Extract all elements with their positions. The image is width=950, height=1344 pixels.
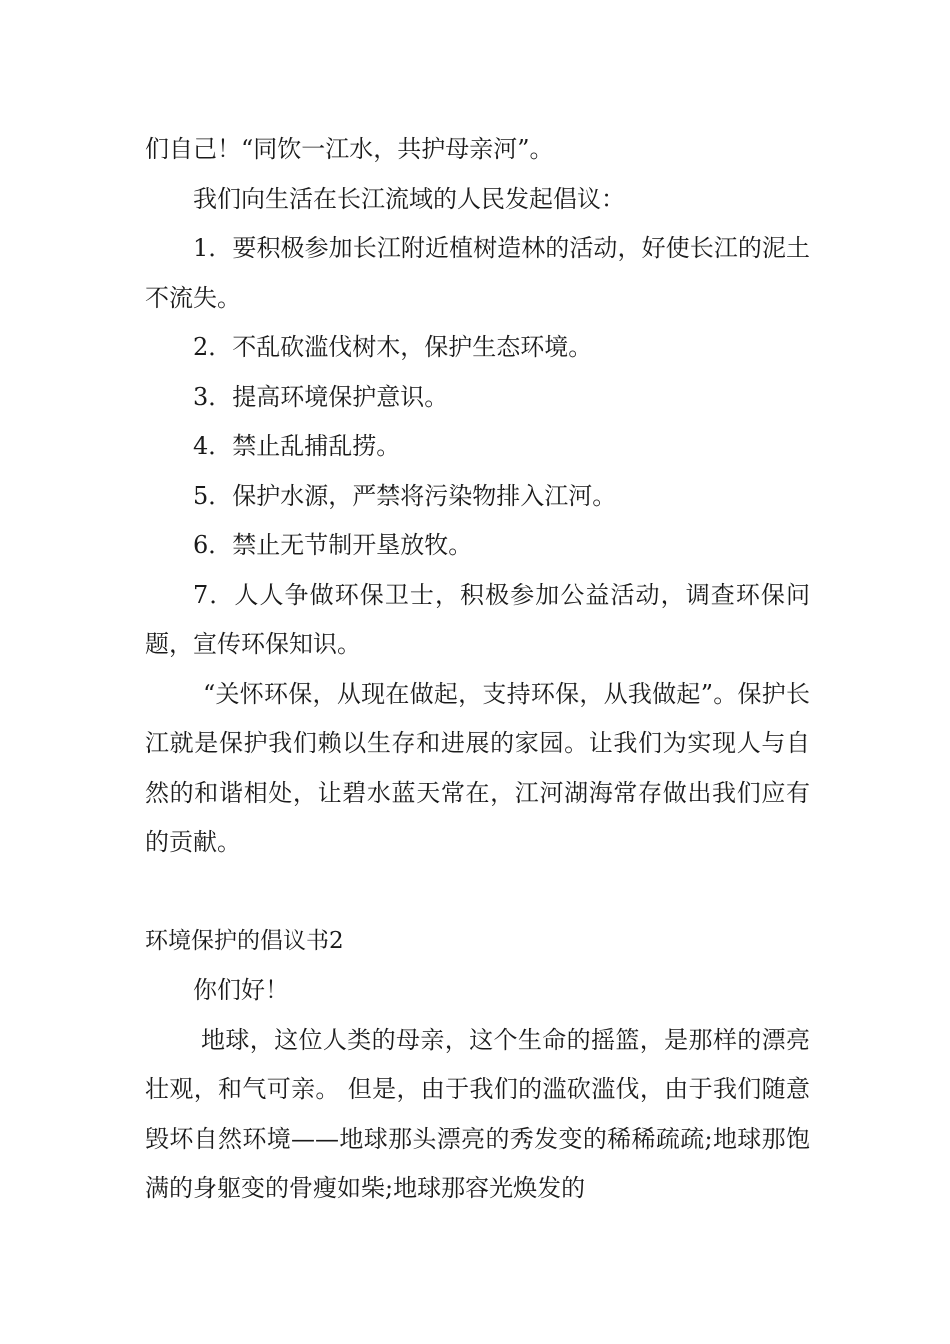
- continuation-paragraph: 们自己！“同饮一江水，共护母亲河”。: [145, 135, 554, 163]
- proposal-item-3: 3．提高环境保护意识。: [193, 382, 449, 411]
- proposal-item-1: 1．要积极参加长江附近植树造林的活动，好使长江的泥土不流失。: [145, 234, 810, 312]
- intro-paragraph: 我们向生活在长江流域的人民发起倡议：: [193, 184, 625, 213]
- closing-paragraph: “关怀环保，从现在做起，支持环保，从我做起”。保护长江就是保护我们赖以生存和进展的家园。让我们为实现人与自然的和谐相处，让碧水蓝天常在，江河湖海常存做出我们应有的贡献。: [145, 679, 810, 856]
- document-page: [145, 125, 810, 1214]
- proposal-item-4: 4．禁止乱捕乱捞。: [193, 432, 401, 460]
- section-spacer: [145, 868, 810, 917]
- proposal-item-7: 7．人人争做环保卫士，积极参加公益活动，调查环保问题，宣传环保知识。: [145, 580, 810, 658]
- proposal-item-2: 2．不乱砍滥伐树木，保护生态环境。: [193, 333, 593, 361]
- proposal-item-5: 5．保护水源，严禁将污染物排入江河。: [193, 481, 617, 510]
- section-heading: 环境保护的倡议书2: [145, 927, 344, 954]
- proposal-item-6: 6．禁止无节制开垦放牧。: [193, 531, 473, 559]
- earth-paragraph: 地球，这位人类的母亲，这个生命的摇篮，是那样的漂亮壮观，和气可亲。 但是，由于我们的滥砍滥伐，由于我们随意毁坏自然环境——地球那头漂亮的秀发变的稀稀疏疏;地球那饱满的身躯变的骨瘦如柴;地球那容光焕发的: [145, 1025, 810, 1202]
- greeting-line: 你们好！: [193, 976, 289, 1004]
